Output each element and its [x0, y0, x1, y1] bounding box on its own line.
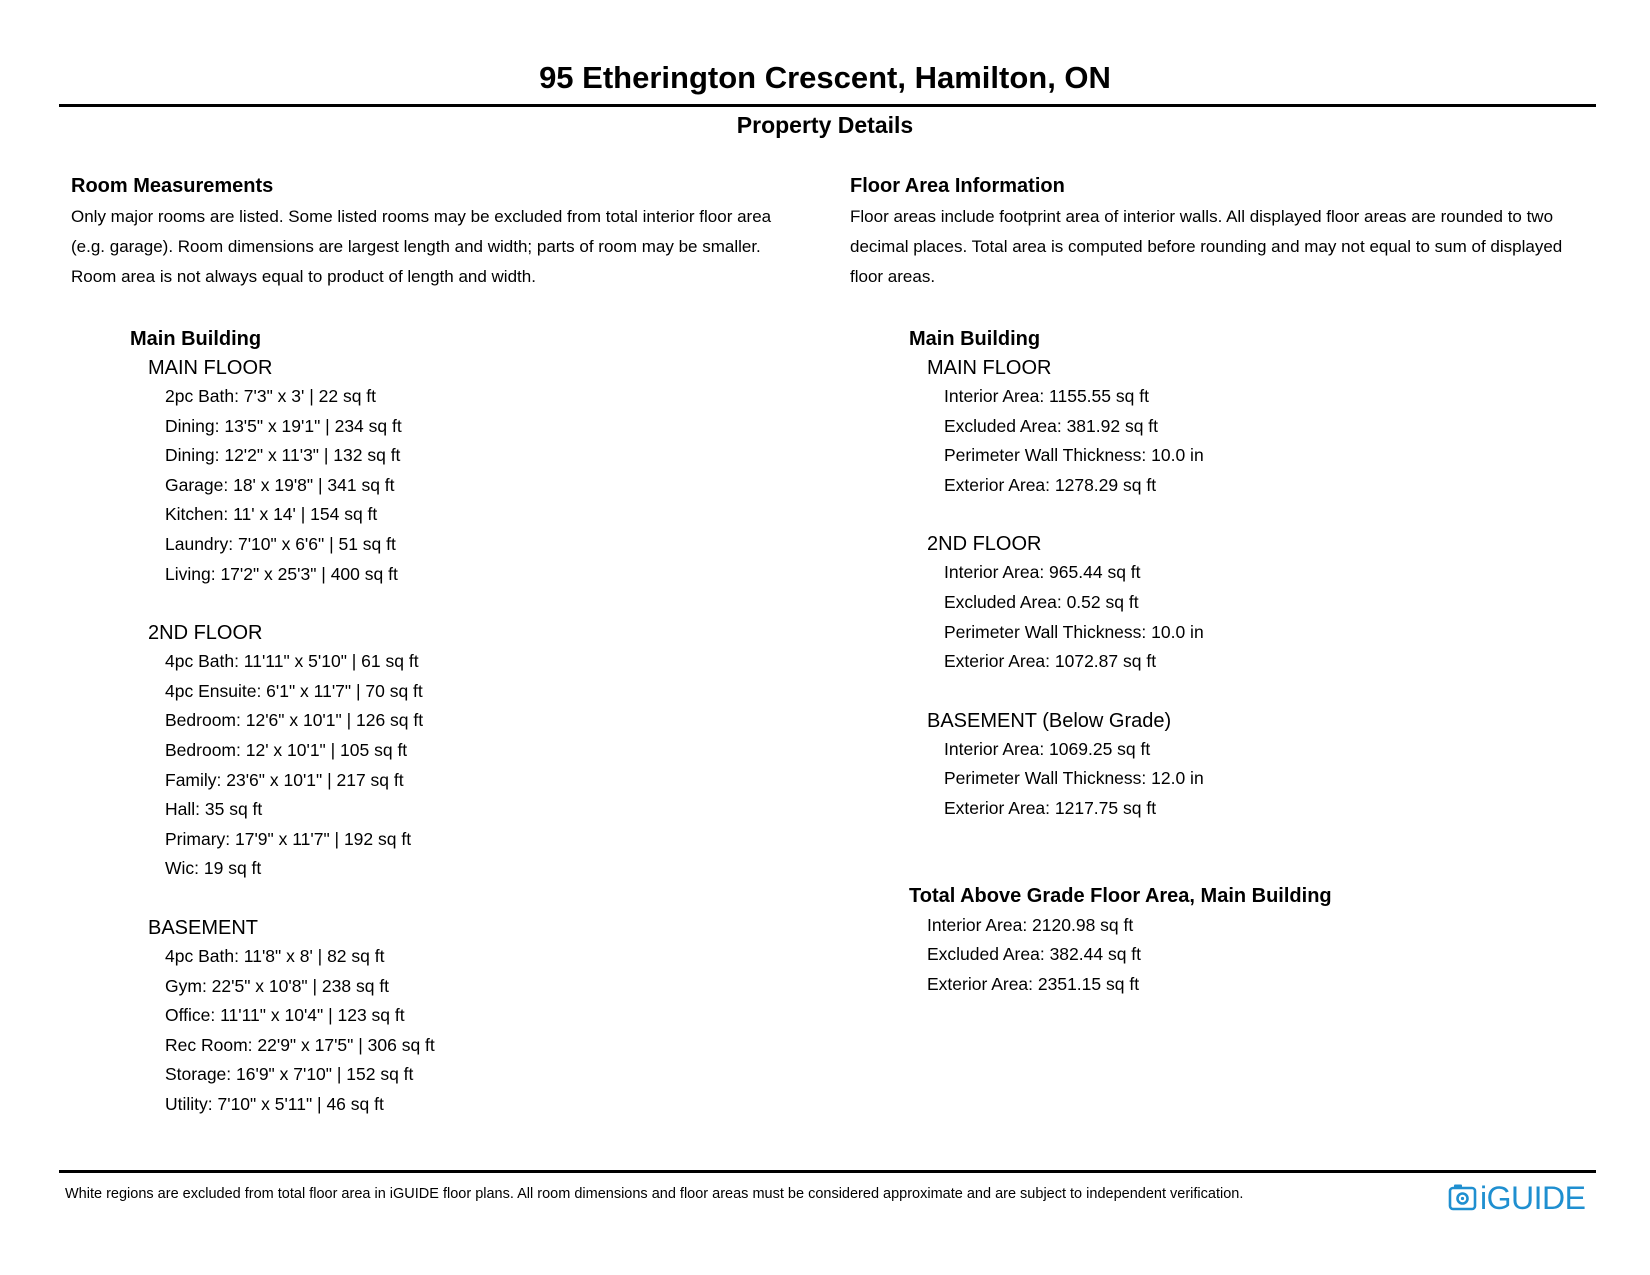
- area-building-block: [909, 324, 1610, 824]
- area-entry: Perimeter Wall Thickness: 12.0 in: [944, 768, 1204, 789]
- area-floor-main: [927, 354, 1610, 500]
- intro-line: Room area is not always equal to product of length and width.: [71, 267, 536, 286]
- floor-name: BASEMENT (Below Grade): [927, 709, 1172, 732]
- room-entry: Laundry: 7'10" x 6'6" | 51 sq ft: [165, 533, 396, 554]
- footer-divider: [59, 1170, 1596, 1173]
- total-area-entry: Excluded Area: 382.44 sq ft: [927, 944, 1142, 965]
- intro-line: floor areas.: [850, 267, 936, 286]
- header-divider: [59, 104, 1596, 107]
- room-entry: Kitchen: 11' x 14' | 154 sq ft: [165, 504, 378, 525]
- total-area-block: [909, 881, 1610, 1000]
- total-area-entry: Exterior Area: 2351.15 sq ft: [927, 973, 1140, 994]
- room-entry: Garage: 18' x 19'8" | 341 sq ft: [165, 474, 395, 495]
- room-entry: Utility: 7'10" x 5'11" | 46 sq ft: [165, 1093, 384, 1114]
- building-title: Main Building: [909, 328, 1041, 350]
- intro-line: Floor areas include footprint area of interior walls. All displayed floor areas are rounded to two: [850, 207, 1554, 226]
- area-floor-2nd: [927, 530, 1610, 676]
- intro-line: decimal places. Total area is computed before rounding and may not equal to sum of displayed: [850, 237, 1563, 256]
- room-entry: Hall: 35 sq ft: [165, 799, 263, 820]
- area-entry: Interior Area: 965.44 sq ft: [944, 562, 1141, 583]
- room-entry: 4pc Bath: 11'11" x 5'10" | 61 sq ft: [165, 651, 419, 672]
- room-entry: Family: 23'6" x 10'1" | 217 sq ft: [165, 769, 404, 790]
- area-entry: Interior Area: 1155.55 sq ft: [944, 386, 1149, 406]
- total-area-entry: Interior Area: 2120.98 sq ft: [927, 914, 1134, 935]
- room-entry: Living: 17'2" x 25'3" | 400 sq ft: [165, 563, 398, 584]
- room-entry: 2pc Bath: 7'3" x 3' | 22 sq ft: [165, 386, 377, 406]
- area-entry: Excluded Area: 0.52 sq ft: [944, 591, 1139, 612]
- room-entry: Rec Room: 22'9" x 17'5" | 306 sq ft: [165, 1034, 435, 1055]
- iguide-logo: [1448, 1180, 1585, 1216]
- floor-name: 2ND FLOOR: [927, 533, 1042, 556]
- room-floor-2nd: [148, 619, 811, 884]
- floor-name: 2ND FLOOR: [148, 622, 263, 645]
- room-measurements-section: [71, 172, 811, 1119]
- footer-disclaimer: White regions are excluded from total floor area in iGUIDE floor plans. All room dimensions and floor areas must be considered approximate and are subject to independent verification.: [65, 1186, 1244, 1202]
- area-entry: Exterior Area: 1072.87 sq ft: [944, 651, 1157, 672]
- floor-name: MAIN FLOOR: [148, 357, 273, 379]
- room-entry: Bedroom: 12'6" x 10'1" | 126 sq ft: [165, 710, 424, 731]
- area-entry: Excluded Area: 381.92 sq ft: [944, 415, 1159, 436]
- room-measurements-title: Room Measurements: [71, 175, 274, 197]
- area-entry: Perimeter Wall Thickness: 10.0 in: [944, 445, 1204, 466]
- intro-line: (e.g. garage). Room dimensions are largest length and width; parts of room may be smaller.: [71, 237, 761, 256]
- room-entry: 4pc Bath: 11'8" x 8' | 82 sq ft: [165, 945, 385, 966]
- room-entry: 4pc Ensuite: 6'1" x 11'7" | 70 sq ft: [165, 680, 423, 701]
- room-entry: Gym: 22'5" x 10'8" | 238 sq ft: [165, 975, 390, 996]
- area-floor-basement: [927, 707, 1610, 824]
- room-entry: Office: 11'11" x 10'4" | 123 sq ft: [165, 1005, 405, 1026]
- building-title: Main Building: [130, 328, 262, 350]
- iguide-camera-icon: [1448, 1183, 1478, 1213]
- room-entry: Wic: 19 sq ft: [165, 858, 262, 879]
- room-entry: Storage: 16'9" x 7'10" | 152 sq ft: [165, 1064, 414, 1085]
- page-subtitle: Property Details: [736, 112, 914, 138]
- area-entry: Exterior Area: 1217.75 sq ft: [944, 797, 1157, 818]
- intro-line: Only major rooms are listed. Some listed rooms may be excluded from total interior floor area: [71, 207, 772, 226]
- area-entry: Perimeter Wall Thickness: 10.0 in: [944, 621, 1204, 642]
- room-entry: Dining: 13'5" x 19'1" | 234 sq ft: [165, 415, 402, 436]
- room-floor-basement: [148, 914, 811, 1120]
- room-entry: Dining: 12'2" x 11'3" | 132 sq ft: [165, 445, 401, 466]
- floor-name: MAIN FLOOR: [927, 357, 1052, 379]
- area-entry: Interior Area: 1069.25 sq ft: [944, 738, 1151, 759]
- floor-name: BASEMENT: [148, 916, 259, 939]
- area-entry: Exterior Area: 1278.29 sq ft: [944, 474, 1157, 495]
- floor-area-title: Floor Area Information: [850, 175, 1065, 197]
- total-area-title: Total Above Grade Floor Area, Main Building: [909, 884, 1332, 907]
- room-floor-main: [148, 354, 811, 589]
- floor-area-intro: [850, 202, 1610, 292]
- logo-wordmark: iGUIDE: [1480, 1180, 1586, 1216]
- page-title: 95 Etherington Crescent, Hamilton, ON: [539, 60, 1111, 95]
- room-entry: Bedroom: 12' x 10'1" | 105 sq ft: [165, 739, 408, 760]
- floor-area-section: [850, 172, 1610, 999]
- room-measurements-intro: [71, 202, 811, 292]
- room-entry: Primary: 17'9" x 11'7" | 192 sq ft: [165, 828, 412, 849]
- room-building-block: [130, 324, 811, 1119]
